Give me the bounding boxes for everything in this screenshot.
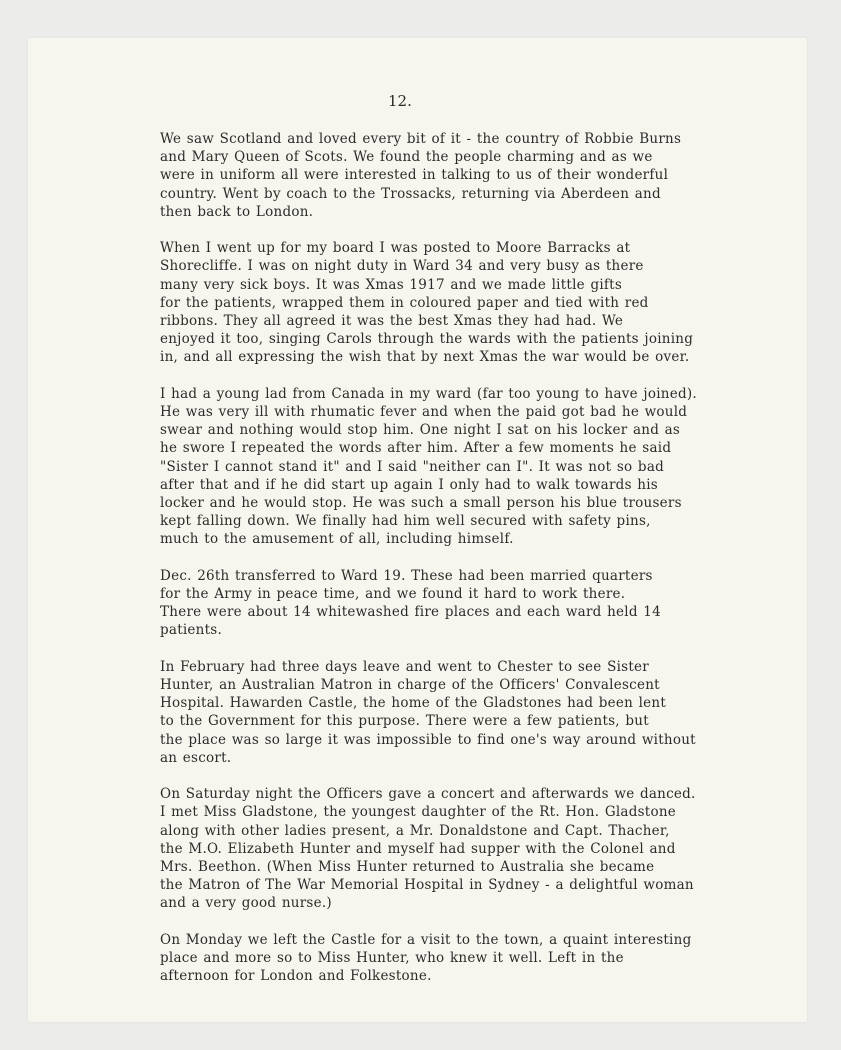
paragraph: [160, 130, 780, 221]
paragraph: [160, 658, 780, 767]
text-line: In February had three days leave and went to Chester to see Sister: [160, 658, 649, 675]
text-line: "Sister I cannot stand it" and I said "neither can I". It was not so bad: [160, 458, 665, 475]
text-line: much to the amusement of all, including himself.: [160, 531, 514, 548]
text-line: I met Miss Gladstone, the youngest daughter of the Rt. Hon. Gladstone: [160, 804, 677, 821]
text-line: ribbons. They all agreed it was the best Xmas they had had. We: [160, 313, 624, 330]
text-line: On Saturday night the Officers gave a concert and afterwards we danced.: [160, 786, 696, 803]
text-line: then back to London.: [160, 203, 314, 220]
paragraph: [160, 931, 780, 986]
text-line: kept falling down. We finally had him well secured with safety pins,: [160, 513, 651, 530]
text-line: to the Government for this purpose. There were a few patients, but: [160, 713, 649, 730]
document-page: [28, 38, 807, 1022]
text-line: On Monday we left the Castle for a visit to the town, a quaint interesting: [160, 931, 692, 948]
text-line: in, and all expressing the wish that by next Xmas the war would be over.: [160, 349, 690, 366]
text-line: enjoyed it too, singing Carols through the wards with the patients joining: [160, 331, 694, 348]
text-line: country. Went by coach to the Trossacks, returning via Aberdeen and: [160, 185, 661, 202]
paragraph: [160, 785, 780, 912]
text-line: the M.O. Elizabeth Hunter and myself had supper with the Colonel and: [160, 840, 676, 857]
text-line: the place was so large it was impossible to find one's way around without: [160, 731, 696, 748]
text-line: and Mary Queen of Scots. We found the people charming and as we: [160, 149, 653, 166]
text-line: afternoon for London and Folkestone.: [160, 968, 432, 985]
text-line: Mrs. Beethon. (When Miss Hunter returned to Australia she became: [160, 859, 655, 876]
text-line: There were about 14 whitewashed fire places and each ward held 14: [160, 604, 661, 621]
text-line: Dec. 26th transferred to Ward 19. These had been married quarters: [160, 567, 653, 584]
text-line: he swore I repeated the words after him. After a few moments he said: [160, 440, 672, 457]
text-line: an escort.: [160, 749, 232, 766]
paragraph: [160, 385, 780, 549]
text-line: after that and if he did start up again I only had to walk towards his: [160, 476, 658, 493]
text-line: I had a young lad from Canada in my ward (far too young to have joined).: [160, 385, 697, 402]
page-number: 12.: [388, 92, 412, 110]
text-line: Shorecliffe. I was on night duty in Ward 34 and very busy as there: [160, 258, 644, 275]
text-line: He was very ill with rhumatic fever and when the paid got bad he would: [160, 404, 688, 421]
paragraph: [160, 567, 780, 640]
text-line: many very sick boys. It was Xmas 1917 and we made little gifts: [160, 276, 623, 293]
text-line: swear and nothing would stop him. One night I sat on his locker and as: [160, 422, 681, 439]
text-line: Hospital. Hawarden Castle, the home of the Gladstones had been lent: [160, 695, 667, 712]
text-line: for the Army in peace time, and we found it hard to work there.: [160, 586, 626, 603]
text-line: were in uniform all were interested in talking to us of their wonderful: [160, 167, 669, 184]
text-line: Hunter, an Australian Matron in charge of the Officers' Convalescent: [160, 677, 660, 694]
text-line: for the patients, wrapped them in coloured paper and tied with red: [160, 294, 649, 311]
text-line: the Matron of The War Memorial Hospital in Sydney - a delightful woman: [160, 877, 694, 894]
body-text: [160, 130, 780, 1004]
paragraph: [160, 239, 780, 366]
text-line: When I went up for my board I was posted to Moore Barracks at: [160, 240, 631, 257]
text-line: We saw Scotland and loved every bit of it - the country of Robbie Burns: [160, 131, 682, 147]
text-line: locker and he would stop. He was such a small person his blue trousers: [160, 495, 682, 512]
text-line: along with other ladies present, a Mr. Donaldstone and Capt. Thacher,: [160, 822, 670, 839]
text-line: place and more so to Miss Hunter, who knew it well. Left in the: [160, 950, 624, 967]
text-line: and a very good nurse.): [160, 895, 332, 912]
text-line: patients.: [160, 622, 223, 639]
